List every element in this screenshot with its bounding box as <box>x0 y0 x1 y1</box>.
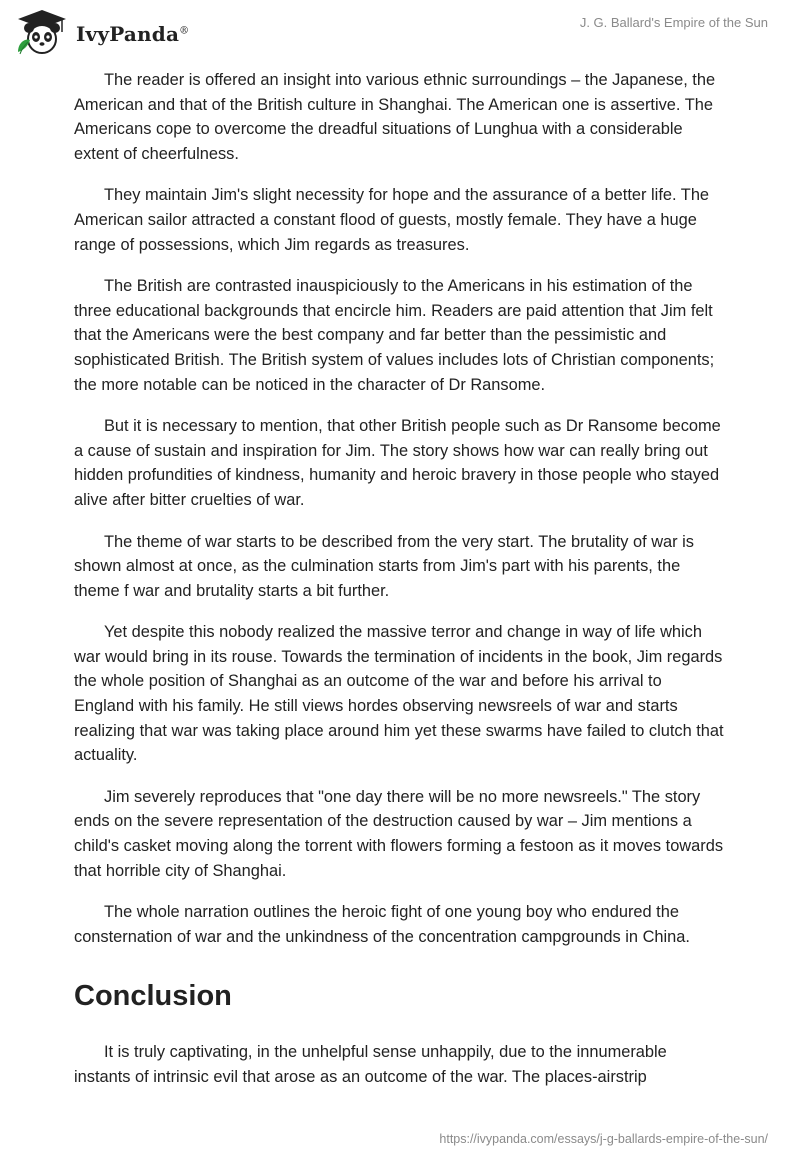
page-header <box>0 0 800 70</box>
conclusion-paragraph: It is truly captivating, in the unhelpful sense unhappily, due to the innumerable instants of intrinsic evil that arose as an outcome of the war. The places-airstrip <box>74 1043 667 1086</box>
source-url[interactable]: https://ivypanda.com/essays/j-g-ballards-empire-of-the-sun/ <box>439 1132 768 1146</box>
conclusion-heading: Conclusion <box>74 980 232 1013</box>
body-paragraph: Jim severely reproduces that "one day there will be no more newsreels." The story ends on the severe representation of the destruction caused by war – Jim mentions a child's casket moving along the torrent with flowers forming a festoon as it moves towards that horrible city of Shanghai. <box>74 787 724 880</box>
body-paragraph: The theme of war starts to be described from the very start. The brutality of war is shown almost at once, as the culmination starts from Jim's part with his parents, the theme f war and brutality starts a bit further. <box>74 532 694 600</box>
body-paragraph: But it is necessary to mention, that other British people such as Dr Ransome become a cause of sustain and inspiration for Jim. The story shows how war can really bring out hidden profundities of kindness, humanity and heroic bravery in those people who stayed alive after bitter cruelties of war. <box>74 417 721 509</box>
panda-graduate-icon <box>14 8 70 56</box>
body-paragraph: Yet despite this nobody realized the massive terror and change in way of life which war would bring in its rouse. Towards the termination of incidents in the book, Jim regards the whole position of Shanghai as an outcome of the war and before his arrival to England with his family. He still views hordes observing newsreels of war and starts realizing that war was taking place around him yet these swarms have failed to clutch that actuality. <box>74 623 724 765</box>
document-title: J. G. Ballard's Empire of the Sun <box>579 15 768 30</box>
body-paragraph: The British are contrasted inauspiciously to the Americans in his estimation of the three educational backgrounds that encircle him. Readers are paid attention that Jim felt that the Americans were the best company and far better than the pessimistic and sophisticated British. The British system of values includes lots of Christian components; the more notable can be noticed in the character of Dr Ransome. <box>74 277 715 394</box>
brand-name: IvyPanda® <box>76 22 190 46</box>
body-paragraph: The whole narration outlines the heroic fight of one young boy who endured the consternation of war and the unkindness of the concentration campgrounds in China. <box>74 903 690 946</box>
body-paragraph: The reader is offered an insight into various ethnic surroundings – the Japanese, the American and that of the British culture in Shanghai. The American one is assertive. The Americans cope to overcome the dreadful situations of Lunghua with a considerable extent of cheerfulness. <box>74 71 716 163</box>
registered-mark: ® <box>179 25 190 37</box>
body-paragraph: They maintain Jim's slight necessity for hope and the assurance of a better life. The American sailor attracted a constant flood of guests, mostly female. They have a huge range of possessions, which Jim regards as treasures. <box>74 186 710 254</box>
ivypanda-logo[interactable] <box>14 8 194 60</box>
essay-body <box>74 68 726 1107</box>
